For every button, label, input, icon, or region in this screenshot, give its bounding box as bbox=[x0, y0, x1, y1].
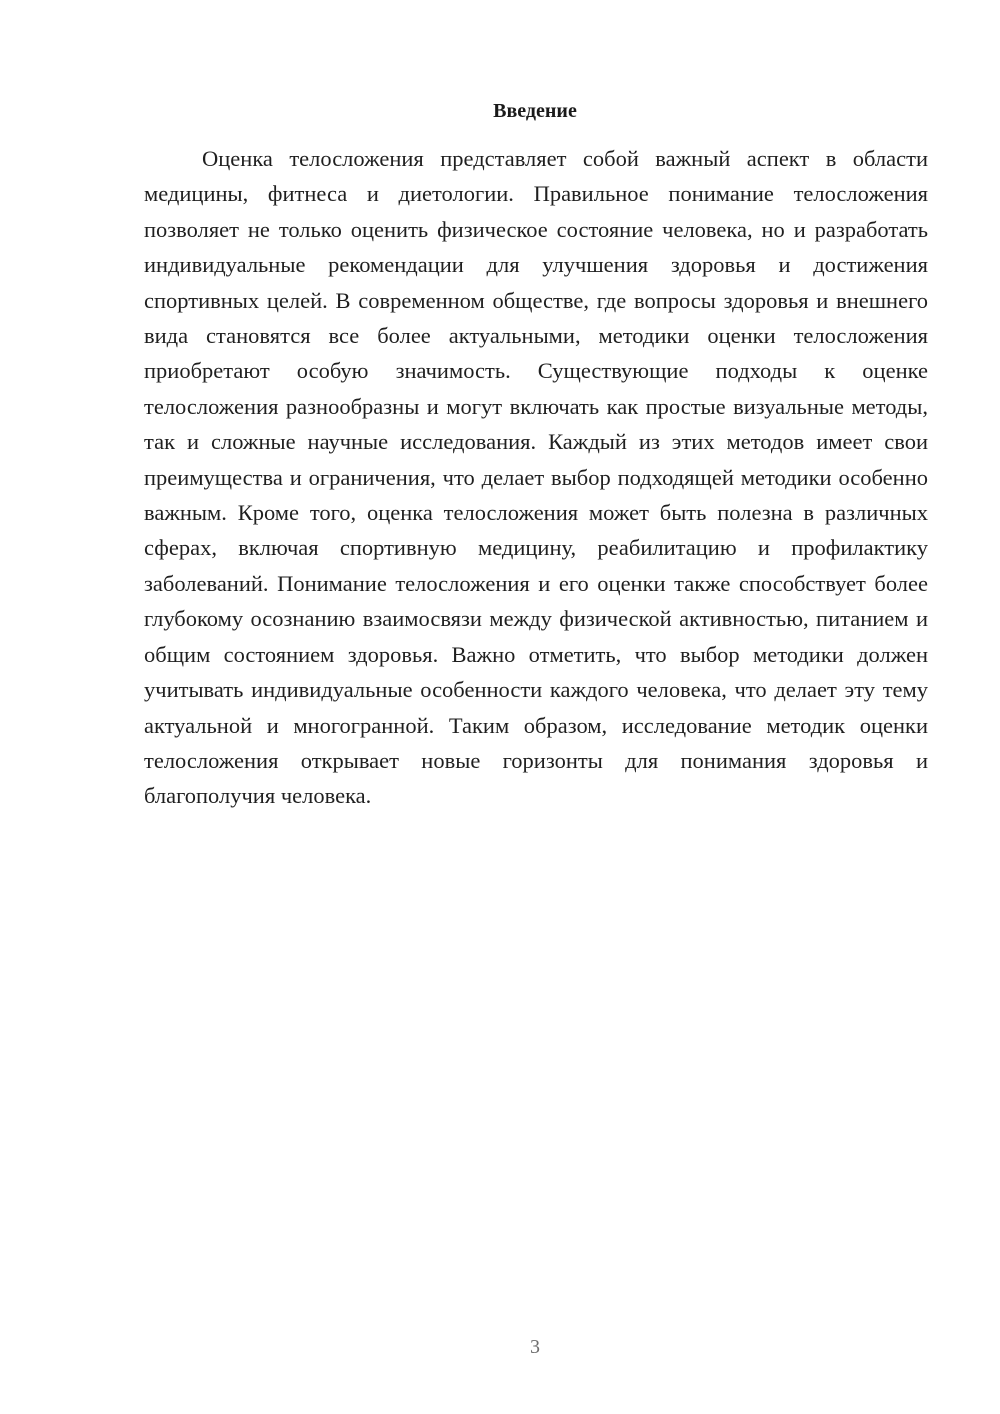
body-paragraph: Оценка телосложения представляет собой важный аспект в области медицины, фитнеса и диетологии. Правильное понимание телосложения позволяет не только оценить физическое состояние человека, но и разработать индивидуальные рекомендации для улучшения здоровья и достижения спортивных целей. В современном обществе, где вопросы здоровья и внешнего вида становятся все более актуальными, методики оценки телосложения приобретают особую значимость. Существующие подходы к оценке телосложения разнообразны и могут включать как простые визуальные методы, так и сложные научные исследования. Каждый из этих методов имеет свои преимущества и ограничения, что делает выбор подходящей методики особенно важным. Кроме того, оценка телосложения может быть полезна в различных сферах, включая спортивную медицину, реабилитацию и профилактику заболеваний. Понимание телосложения и его оценки также способствует более глубокому осознанию взаимосвязи между физической активностью, питанием и общим состоянием здоровья. Важно отметить, что выбор методики должен учитывать индивидуальные особенности каждого человека, что делает эту тему актуальной и многогранной. Таким образом, исследование методик оценки телосложения открывает новые горизонты для понимания здоровья и благополучия человека. bbox=[144, 146, 928, 809]
section-heading: Введение bbox=[493, 100, 577, 122]
page-number: 3 bbox=[530, 1336, 540, 1358]
